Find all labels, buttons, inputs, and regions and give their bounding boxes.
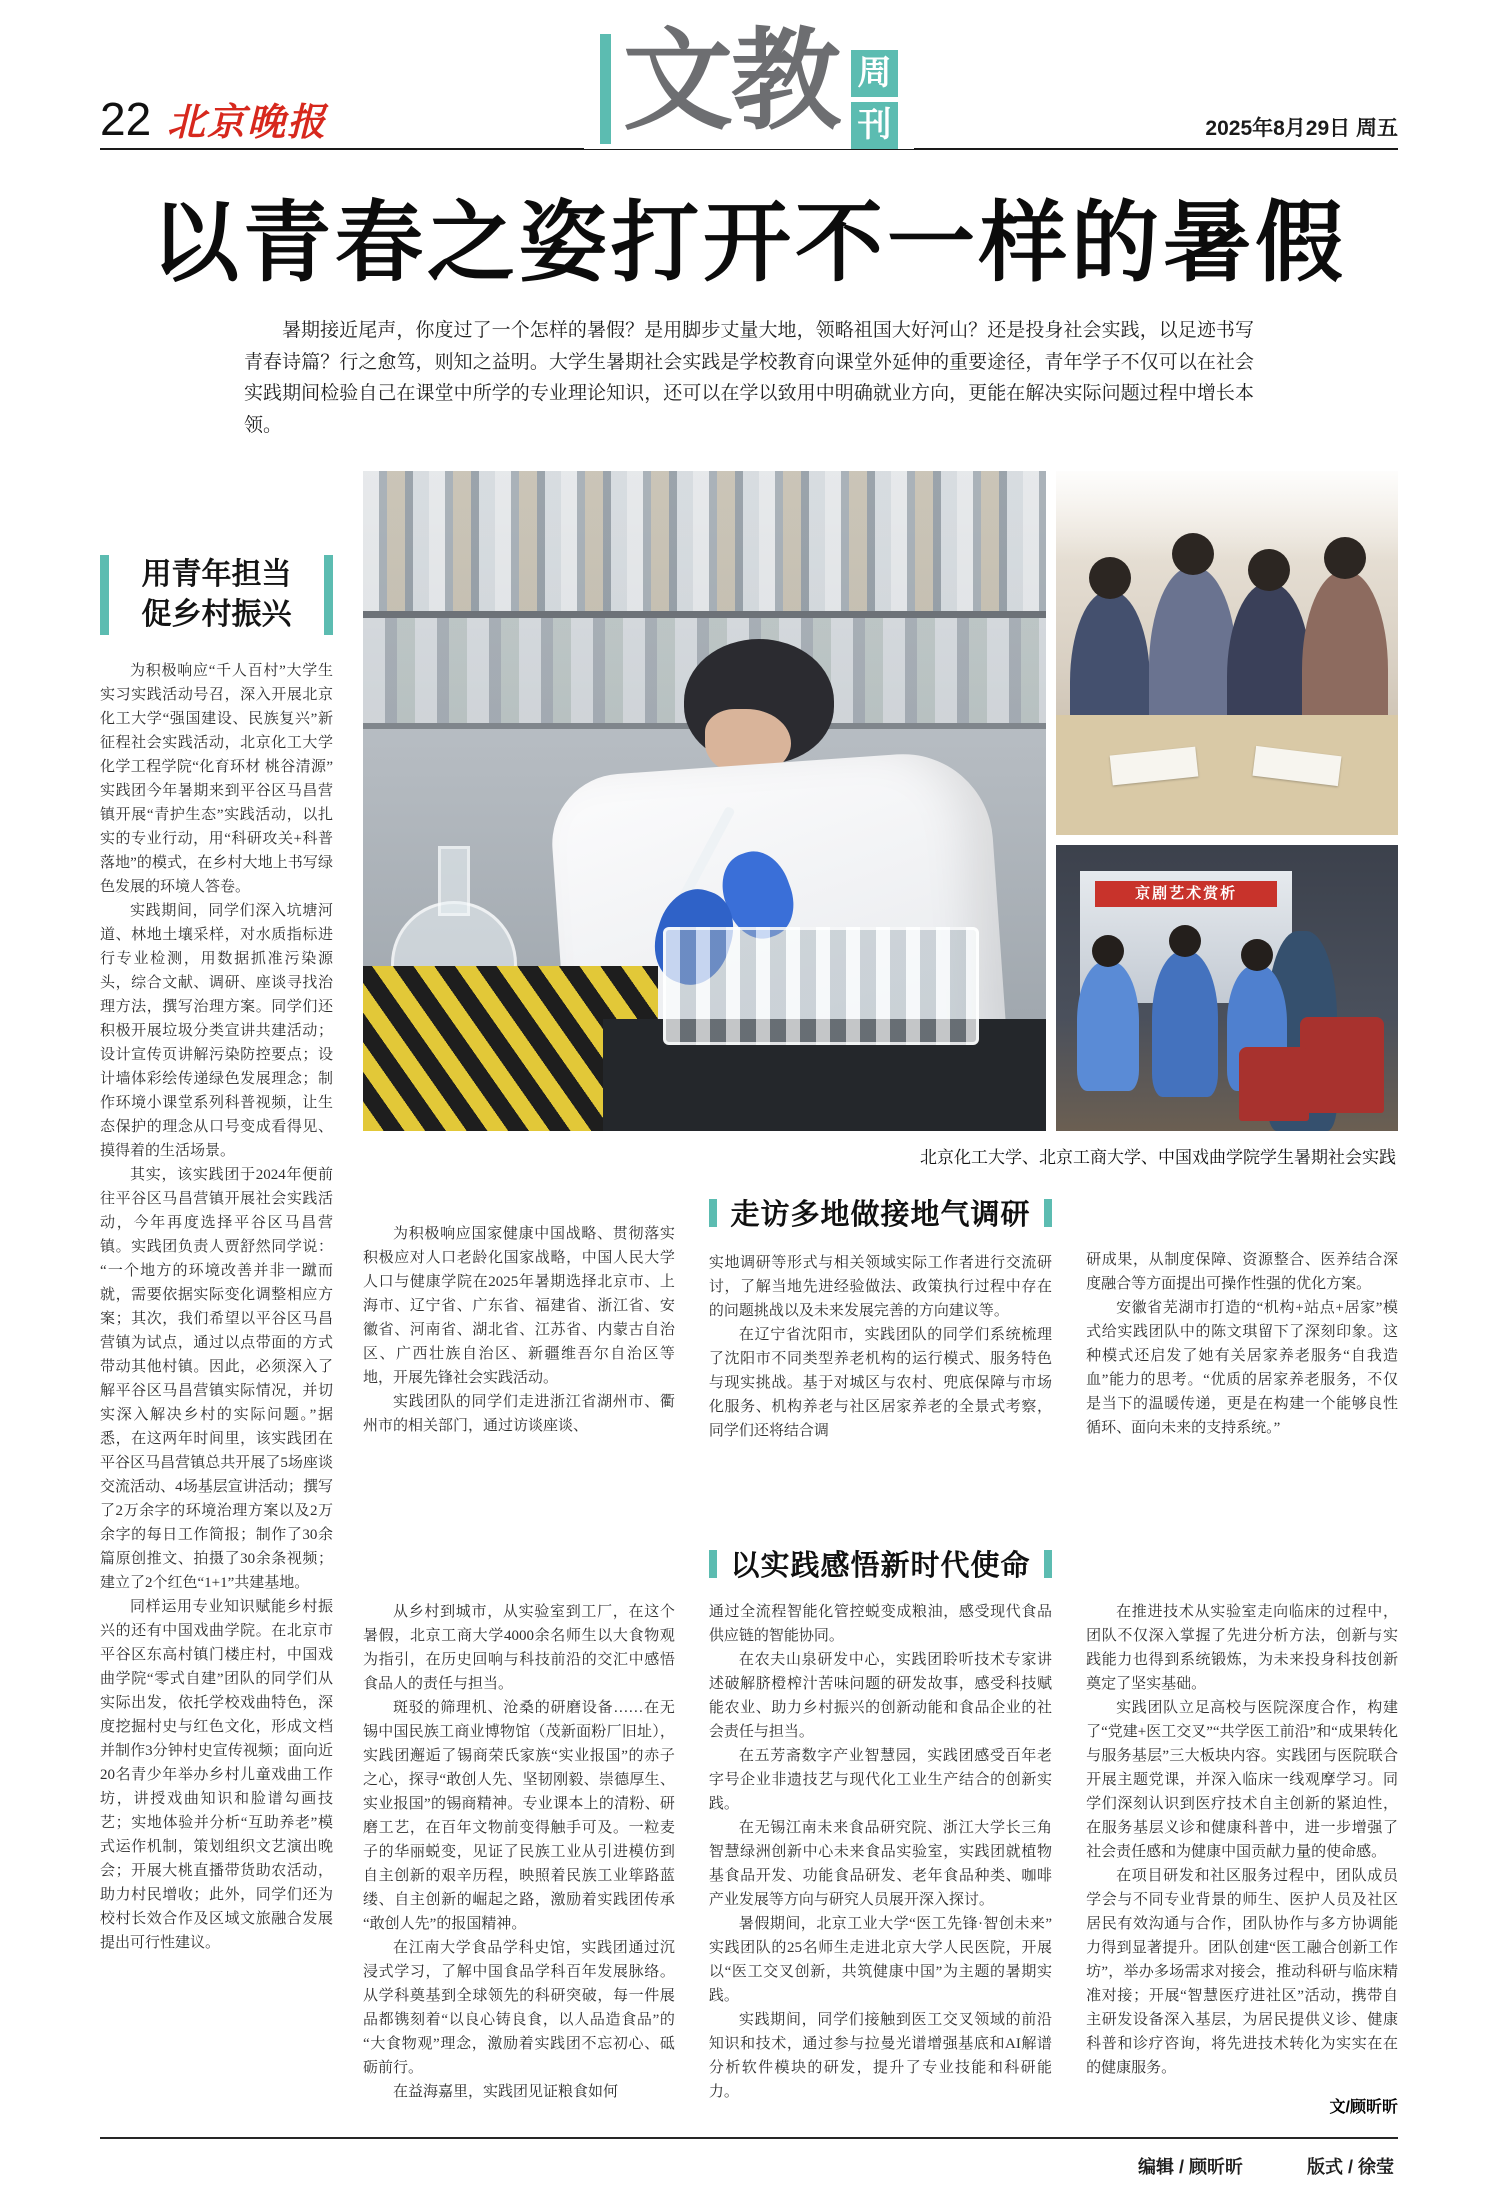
sidebar-paragraph: 实践期间，同学们深入坑塘河道、林地土壤采样，对水质指标进行专业检测，用数据抓准污染源头，综合文献、调研、座谈寻找治理方法，撰写治理方案。同学们还积极开展垃圾分类宣讲共建活动；设计宣传页讲解污染防控要点；设计墙体彩绘传递绿色发展理念；制作环境小课堂系列科普视频，让生态保护的理念从口号变成看得见、摸得着的生活场景。: [100, 902, 333, 1159]
heading-bar-right: [324, 555, 333, 634]
main-headline: 以青春之姿打开不一样的暑假: [150, 193, 1347, 292]
logo-accent-bar: [600, 34, 611, 144]
photo-row: [363, 471, 1398, 1131]
section-heading-text: 以实践感悟新时代使命: [730, 1550, 1031, 1583]
body-paragraph: 在五芳斋数字产业智慧园，实践团感受百年老字号企业非遗技艺与现代化工业生产结合的创新实践。: [708, 1748, 1053, 1813]
section-logo: [584, 20, 914, 149]
lab-shelf-top: [363, 471, 1046, 618]
photo-opera-class: [1056, 845, 1398, 1131]
sidebar-paragraph: 为积极响应“千人百村”大学生实习实践活动号召，深入开展北京化工大学“强国建设、民族复兴”新征程社会实践活动，北京化工大学化学工程学院“化育环材 桃谷清源”实践团今年暑期来到平谷区马昌营镇开展“青护生态”实践活动，以扎实的专业行动，用“科研攻关+科普落地”的模式，在乡村大地上书写绿色发展的环境人答卷。: [100, 662, 333, 895]
body-paragraph: 暑假期间，北京工业大学“医工先锋·智创未来”实践团队的25名师生走进北京大学人民医院，开展以“医工交叉创新，共筑健康中国”为主题的暑期实践。: [708, 1916, 1053, 2005]
column3-top-block: [1086, 1192, 1398, 1584]
column1-top-block: [363, 1192, 675, 1584]
sidebar-heading-line1: 用青年担当: [141, 558, 292, 592]
sidebar-paragraph: 同样运用专业知识赋能乡村振兴的还有中国戏曲学院。在北京市平谷区东高村镇门楼庄村，中国戏曲学院“零式自建”团队的同学们从实际出发，依托学校戏曲特色，深度挖掘村史与红色文化，形成文档并制作3分钟村史宣传视频；面向近20名青少年举办乡村儿童戏曲工作坊，讲授戏曲知识和脸谱勾画技艺；实地体验并分析“互助养老”模式运作机制，策划组织文艺演出晚会；开展大桃直播带货助农活动，助力村民增收；此外，同学们还为校村长效合作及区域文旅融合发展提出可行性建议。: [100, 1598, 333, 1951]
child-figure: [1077, 961, 1139, 1091]
body-paragraph: 安徽省芜湖市打造的“机构+站点+居家”模式给实践团队中的陈文琪留下了深刻印象。这种模式还启发了她有关居家养老服务“自我造血”能力的思考。“优质的居家养老服务，不仅是当下的温暖传递，更是在构建一个能够良性循环、面向未来的支持系统。”: [1086, 1300, 1398, 1437]
body-paragraph: 研成果，从制度保障、资源整合、医养结合深度融合等方面提出可操作性强的优化方案。: [1086, 1252, 1398, 1293]
sidebar-heading-text: [121, 555, 312, 634]
body-paragraph: 在益海嘉里，实践团见证粮食如何: [393, 2084, 619, 2101]
body-paragraph: 通过全流程智能化管控蜕变成粮油，感受现代食品供应链的智能协同。: [708, 1604, 1053, 1645]
section-heading-text: 走访多地做接地气调研: [730, 1199, 1031, 1232]
body-paragraph: 实践期间，同学们接触到医工交叉领域的前沿知识和技术，通过参与拉曼光谱增强基底和AI解谱分析软件模块的研发，提升了专业技能和科研能力。: [708, 2012, 1053, 2101]
issue-date: 2025年8月29日 周五: [1205, 117, 1398, 140]
weekly-badge-top: 周: [851, 50, 898, 97]
main-content: [100, 471, 1398, 2119]
body-paragraph: 从乡村到城市，从实验室到工厂，在这个暑假，北京工商大学4000余名师生以大食物观为指引，在历史回响与科技前沿的交汇中感悟食品人的责任与担当。: [363, 1604, 675, 1693]
activity-table: [1056, 715, 1398, 835]
heading-bar-right: [1044, 1550, 1052, 1578]
body-paragraph: 在无锡江南未来食品研究院、浙江大学长三角智慧绿洲创新中心未来食品实验室，实践团就植物基食品开发、功能食品研发、老年食品种类、咖啡产业发展等方向与研究人员展开深入探讨。: [708, 1820, 1053, 1909]
column1-bottom-block: [363, 1584, 675, 2104]
body-paragraph: 斑驳的筛理机、沧桑的研磨设备……在无锡中国民族工商业博物馆（茂新面粉厂旧址），实践团邂逅了锡商荣氏家族“实业报国”的赤子之心，探寻“敢创人先、坚韧刚毅、崇德厚生、实业报国”的锡商精神。专业课本上的清粉、研磨工艺，在百年文物前变得触手可及。一粒麦子的华丽蜕变，见证了民族工业从引进模仿到自主创新的艰辛历程，映照着民族工业筚路蓝缕、自主创新的崛起之路，激励着实践团传承“敢创人先”的报国精神。: [363, 1700, 675, 1933]
page-footer: [100, 2137, 1398, 2197]
body-paragraph: 为积极响应国家健康中国战略、贯彻落实积极应对人口老龄化国家战略，中国人民大学人口与健康学院在2025年暑期选择北京市、上海市、辽宁省、广东省、福建省、浙江省、安徽省、河南省、湖北省、江苏省、内蒙古自治区、广西壮族自治区、新疆维吾尔自治区等地，开展先锋社会实践活动。: [363, 1226, 675, 1387]
page-header: [100, 20, 1398, 178]
column3-bottom-block: [1086, 1584, 1398, 2117]
section-heading-mission: [709, 1543, 1052, 1584]
right-content: [363, 471, 1398, 2119]
footer-designer: 版式 / 徐莹: [1306, 2157, 1394, 2177]
section-logo-title: 文教: [623, 20, 839, 143]
header-left: [100, 93, 328, 145]
section-heading-research: [709, 1192, 1052, 1233]
photo-stack: [1056, 471, 1398, 1131]
red-chair: [1239, 1047, 1309, 1121]
article-column-2: [709, 1192, 1052, 2119]
child-figure: [1152, 951, 1218, 1097]
body-paragraph: 在推进技术从实验室走向临床的过程中，团队不仅深入掌握了先进分析方法，创新与实践能力也得到系统锻炼，为未来投身科技创新奠定了坚实基础。: [1086, 1604, 1398, 1693]
weekly-badge-bottom: 刊: [851, 102, 898, 149]
page-number: 22: [100, 93, 152, 145]
heading-bar-right: [1044, 1199, 1052, 1227]
lead-paragraph: 暑期接近尾声，你度过了一个怎样的暑假？是用脚步丈量大地，领略祖国大好河山？还是投身社会实践，以足迹书写青春诗篇？行之愈笃，则知之益明。大学生暑期社会实践是学校教育向课堂外延伸的重要途径，青年学子不仅可以在社会实践期间检验自己在课堂中所学的专业理论知识，还可以在学以致用中明确就业方向，更能在解决实际问题过程中增长本领。: [244, 320, 1254, 436]
author-byline: 文/顾昕昕: [1329, 2099, 1398, 2117]
heading-bar-left: [709, 1550, 717, 1578]
sidebar-heading: [100, 555, 333, 634]
red-chair: [1300, 1017, 1384, 1113]
article-columns: [363, 1192, 1398, 2119]
body-paragraph: 实践团队立足高校与医院深度合作，构建了“党建+医工交叉”“共学医工前沿”和“成果转化与服务基层”三大板块内容。实践团与医院联合开展主题党课，并深入临床一线观摩学习。同学们深刻认识到医疗技术自主创新的紧迫性，在服务基层义诊和健康科普中，进一步增强了社会责任感和为健康中国贡献力量的使命感。: [1086, 1700, 1398, 1861]
article-column-3: [1086, 1192, 1398, 2119]
column2-bottom-block: [709, 1584, 1052, 2104]
body-paragraph: 实地调研等形式与相关领域实际工作者进行交流研讨，了解当地先进经验做法、政策执行过程中存在的问题挑战以及未来发展完善的方向建议等。: [708, 1255, 1053, 1320]
photo-caption: 北京化工大学、北京工商大学、中国戏曲学院学生暑期社会实践: [920, 1148, 1396, 1168]
footer-editor: 编辑 / 顾昕昕: [1137, 2157, 1243, 2177]
sidebar-article: [100, 471, 333, 2119]
body-paragraph: 在农夫山泉研发中心，实践团聆听技术专家讲述破解脐橙榨汁苦味问题的研发故事，感受科技赋能农业、助力乡村振兴的创新动能和食品企业的社会责任与担当。: [708, 1652, 1053, 1741]
test-tube-rack: [663, 927, 979, 1045]
article-column-1: [363, 1192, 675, 2119]
photo-craft-activity: [1056, 471, 1398, 835]
body-paragraph: 实践团队的同学们走进浙江省湖州市、衢州市的相关部门，通过访谈座谈、: [363, 1394, 675, 1435]
sidebar-heading-line2: 促乡村振兴: [141, 597, 292, 631]
heading-bar-left: [100, 555, 109, 634]
masthead-logo: 北京晚报: [167, 102, 328, 144]
sidebar-paragraph: 其实，该实践团于2024年便前往平谷区马昌营镇开展社会实践活动，今年再度选择平谷区马昌营镇。实践团负责人贾舒然同学说：“一个地方的环境改善并非一蹴而就，需要依据实际变化调整相应方案；其次，我们希望以平谷区马昌营镇为试点，通过以点带面的方式带动其他村镇。因此，必须深入了解平谷区马昌营镇实际情况，并切实深入解决乡村的实际问题。”据悉，在这两年时间里，该实践团在平谷区马昌营镇总共开展了5场座谈交流活动、4场基层宣讲活动；撰写了2万余字的环境治理方案以及2万余字的每日工作简报；制作了30余篇原创推文、拍摄了30余条视频；建立了2个红色“1+1”共建基地。: [100, 1166, 333, 1591]
weekly-badge: [851, 50, 898, 149]
body-paragraph: 在辽宁省沈阳市，实践团队的同学们系统梳理了沈阳市不同类型养老机构的运行模式、服务特色与现实挑战。基于对城区与农村、兜底保障与市场化服务、机构养老与社区居家养老的全景式考察，同学们还将结合调: [708, 1327, 1053, 1440]
column2-top-block: [709, 1192, 1052, 1584]
screen-banner-text: 京剧艺术赏析: [1095, 881, 1277, 907]
body-paragraph: 在江南大学食品学科史馆，实践团通过沉浸式学习，了解中国食品学科百年发展脉络。从学科奠基到全球领先的科研突破，每一件展品都镌刻着“以良心铸良食，以人品造食品”的“大食物观”理念，激励着实践团不忘初心、砥砺前行。: [363, 1940, 675, 2077]
body-paragraph: 在项目研发和社区服务过程中，团队成员学会与不同专业背景的师生、医护人员及社区居民有效沟通与合作，团队协作与多方协调能力得到显著提升。团队创建“医工融合创新工作坊”，举办多场需求对接会，推动科研与临床精准对接；开展“智慧医疗进社区”活动，携带自主研发设备深入基层，为居民提供义诊、健康科普和诊疗咨询，将先进技术转化为实实在在的健康服务。: [1086, 1868, 1398, 2077]
photo-lab-experiment: [363, 471, 1046, 1131]
heading-bar-left: [709, 1199, 717, 1227]
